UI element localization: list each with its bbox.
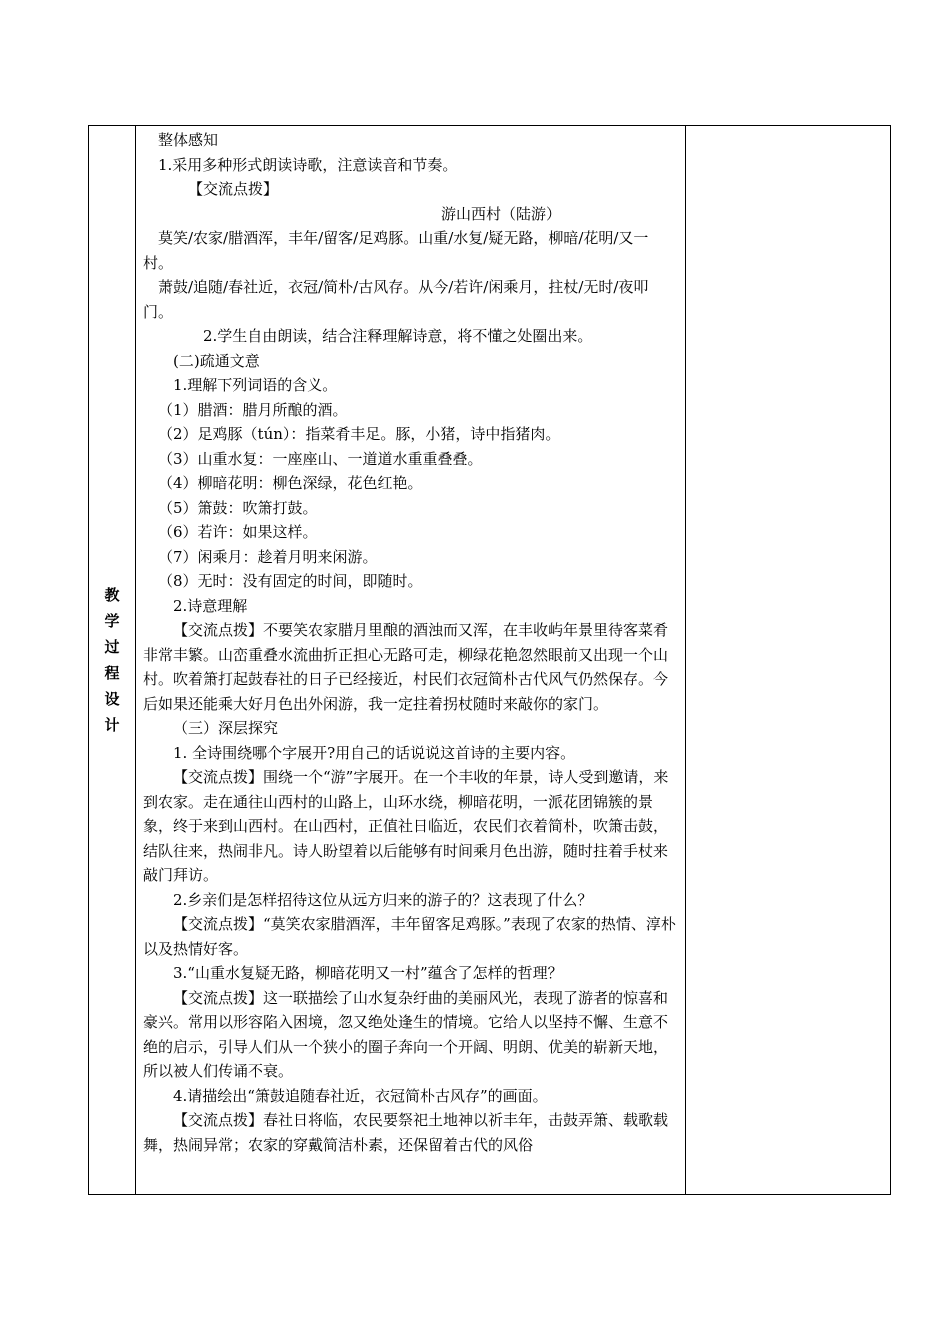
- row-label-cell: [89, 126, 135, 1194]
- content-paragraph: 整体感知: [158, 131, 219, 149]
- row-label-char: 程: [104, 664, 120, 682]
- lesson-content-cell: [135, 126, 685, 1157]
- content-paragraph: （8）无时：没有固定的时间，即随时。: [158, 572, 423, 590]
- row-label-char: 计: [104, 716, 120, 734]
- content-paragraph: 萧鼓/追随/春社近，衣冠/简朴/古风存。从今/若许/闲乘月，拄杖/无时/夜叩门。: [143, 278, 649, 321]
- content-paragraph: 【交流点拨】“莫笑农家腊酒浑，丰年留客足鸡豚。”表现了农家的热情、淳朴以及热情好客。: [143, 915, 676, 958]
- row-label-char: 设: [104, 690, 120, 708]
- content-paragraph: 1.采用多种形式朗读诗歌，注意读音和节奏。: [158, 155, 458, 174]
- content-paragraph: 【交流点拨】春社日将临，农民要祭祀土地神以祈丰年，击鼓弄箫、载歌载舞，热闹异常；农家的穿戴简洁朴素，还保留着古代的风俗: [143, 1111, 669, 1154]
- content-paragraph: 1. 全诗围绕哪个字展开?用自己的话说说这首诗的主要内容。: [173, 743, 576, 762]
- content-paragraph: （7）闲乘月：趁着月明来闲游。: [158, 547, 378, 566]
- row-label-char: 过: [104, 638, 120, 656]
- content-paragraph: （5）箫鼓：吹箫打鼓。: [158, 498, 318, 517]
- content-paragraph: 【交流点拨】: [188, 180, 279, 198]
- content-paragraph: 莫笑/农家/腊酒浑，丰年/留客/足鸡豚。山重/水复/疑无路，柳暗/花明/又一村。: [143, 229, 649, 272]
- content-paragraph: 【交流点拨】围绕一个“游”字展开。在一个丰收的年景，诗人受到邀请，来到农家。走在通往山西村的山路上，山环水绕，柳暗花明，一派花团锦簇的景象，终于来到山西村。在山西村，正值社日临近，农民们衣着简朴，吹箫击鼓，结队往来，热闹非凡。诗人盼望着以后能够有时间乘月色出游，随时拄着手杖来敲门拜访。: [143, 768, 669, 884]
- notes-cell: [686, 126, 890, 1194]
- content-paragraph: 3.“山重水复疑无路，柳暗花明又一村”蕴含了怎样的哲理？: [173, 964, 563, 982]
- content-paragraph: （三）深层探究: [173, 719, 279, 737]
- content-paragraph: （6）若许：如果这样。: [158, 523, 318, 541]
- content-paragraph: 2.学生自由朗读，结合注释理解诗意，将不懂之处圈出来。: [203, 327, 593, 345]
- content-paragraph: (二)疏通文意: [173, 351, 260, 370]
- content-paragraph: 【交流点拨】这一联描绘了山水复杂纡曲的美丽风光，表现了游者的惊喜和豪兴。常用以形容陷入困境，忽又绝处逢生的情境。它给人以坚持不懈、生意不绝的启示，引导人们从一个狭小的圈子奔向一个开阔、明朗、优美的崭新天地，所以被人们传诵不衰。: [143, 988, 669, 1080]
- content-paragraph: 2.诗意理解: [173, 596, 248, 615]
- content-paragraph: （2）足鸡豚（tún）：指菜肴丰足。豚，小猪，诗中指猪肉。: [158, 425, 561, 443]
- content-paragraph: （4）柳暗花明：柳色深绿，花色红艳。: [158, 474, 423, 492]
- row-label-char: 学: [104, 612, 120, 630]
- content-paragraph: 2.乡亲们是怎样招待这位从远方归来的游子的？这表现了什么？: [173, 890, 593, 909]
- content-paragraph: 游山西村（陆游）: [441, 204, 562, 223]
- content-paragraph: （1）腊酒：腊月所酿的酒。: [158, 400, 348, 419]
- content-paragraph: 4.请描绘出“箫鼓追随春社近，衣冠简朴古风存”的画面。: [173, 1086, 548, 1105]
- content-paragraph: 1.理解下列词语的含义。: [173, 376, 338, 394]
- content-paragraph: 【交流点拨】不要笑农家腊月里酿的酒浊而又浑，在丰收屿年景里待客菜肴非常丰繁。山峦重叠水流曲折正担心无路可走，柳绿花艳忽然眼前又出现一个山村。吹着箫打起鼓春社的日子已经接近，村民们衣冠简朴古代风气仍然保存。今后如果还能乘大好月色出外闲游，我一定拄着拐杖随时来敲你的家门。: [143, 621, 669, 713]
- content-paragraph: （3）山重水复：一座座山、一道道水重重叠叠。: [158, 449, 483, 468]
- row-label-char: 教: [104, 586, 120, 604]
- lesson-table: [88, 125, 891, 1195]
